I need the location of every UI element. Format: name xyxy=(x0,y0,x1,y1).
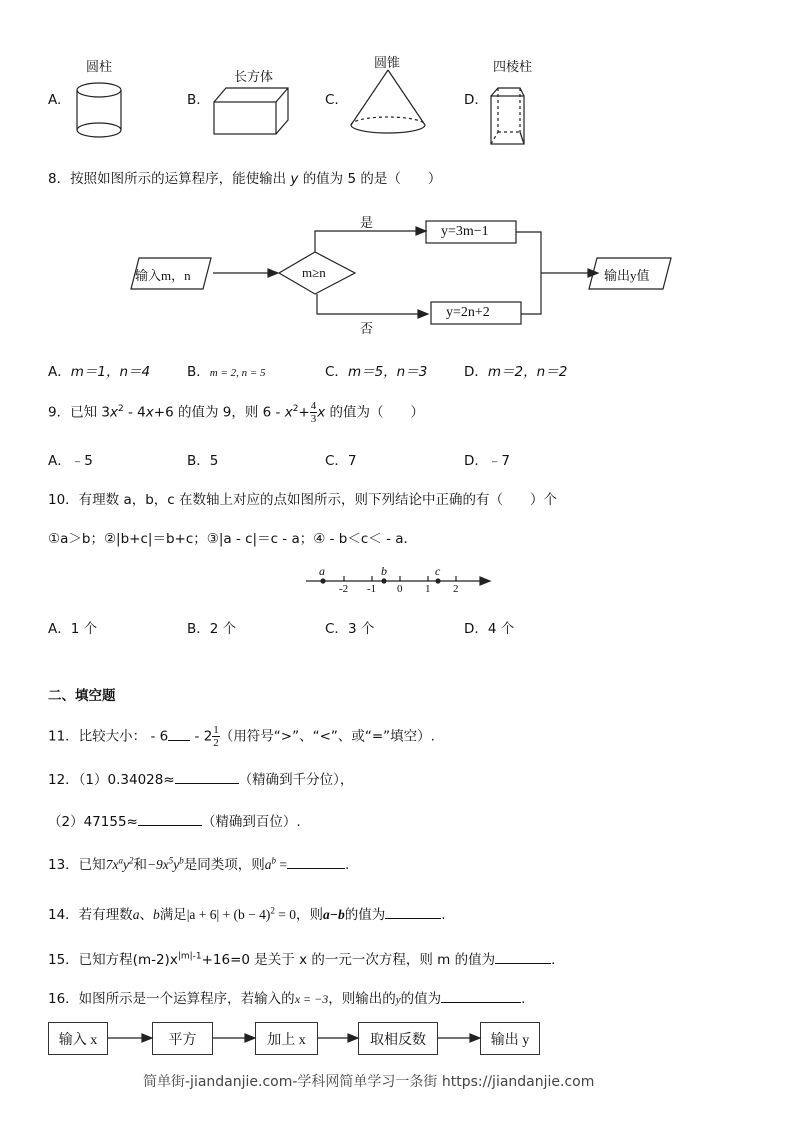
t: x xyxy=(317,404,326,421)
k: B． xyxy=(187,621,210,637)
t: 2 xyxy=(117,404,124,414)
answer-blank[interactable] xyxy=(495,949,551,964)
option-value: m＝1，n＝4 xyxy=(70,364,151,380)
q8-stem xyxy=(48,167,441,187)
option-value: m = 2, n = 5 xyxy=(209,367,266,379)
answer-blank[interactable] xyxy=(175,769,239,784)
t: x xyxy=(145,404,154,421)
flow-step-input: 输入 x xyxy=(48,1022,108,1055)
q8-text: 8．按照如图所示的运算程序，能使输出 xyxy=(48,171,287,187)
flowchart-q8 xyxy=(131,221,671,324)
t: 2 xyxy=(128,855,134,866)
t: 的值为（ ） xyxy=(325,404,425,421)
q16 xyxy=(48,987,525,1007)
t: 的值为 xyxy=(400,991,442,1007)
t: x xyxy=(284,404,293,421)
q13 xyxy=(48,853,349,873)
t: 15．已知方程(m-2)x xyxy=(48,952,178,968)
answer-blank[interactable] xyxy=(168,726,190,741)
q12-part1 xyxy=(48,768,353,788)
k: D． xyxy=(464,453,488,469)
flow-step-square: 平方 xyxy=(152,1022,213,1055)
t: 2 xyxy=(270,905,275,916)
t: x = −3 xyxy=(294,992,329,1006)
t: 12．（1）0.34028≈ xyxy=(48,772,175,788)
option-key: B． xyxy=(187,364,210,380)
den: 2 xyxy=(213,737,219,749)
t: （2）47155≈ xyxy=(48,814,138,830)
answer-blank[interactable] xyxy=(287,854,345,869)
t: −9x xyxy=(146,857,169,872)
term1 xyxy=(106,857,134,872)
t: 是同类项，则 xyxy=(183,857,265,873)
t: b xyxy=(179,855,184,866)
t: ，则 xyxy=(296,907,324,923)
flow-no-label: 否 xyxy=(360,322,374,337)
k: D． xyxy=(464,621,488,637)
q7-option-a[interactable]: A. xyxy=(48,92,62,108)
q10-option-a[interactable] xyxy=(48,617,97,637)
point-label-b: b xyxy=(381,564,387,578)
answer-blank[interactable] xyxy=(385,904,441,919)
flow-output: 输出y值 xyxy=(604,268,650,283)
t: a xyxy=(132,907,140,922)
cone-figure xyxy=(351,70,425,133)
flow-condition: m≥n xyxy=(302,265,326,280)
num: 4 xyxy=(310,400,317,412)
t: y xyxy=(395,994,401,1006)
point-label-c: c xyxy=(435,564,441,578)
q7-shape-label-d: 四棱柱 xyxy=(493,60,533,75)
q9-option-a[interactable] xyxy=(48,449,93,469)
t: b xyxy=(271,855,277,866)
t: + xyxy=(298,404,310,421)
prism-figure xyxy=(491,88,524,144)
t: . xyxy=(551,952,556,968)
flow-no-box: y=2n+2 xyxy=(446,305,490,320)
k: C． xyxy=(325,621,348,637)
q9-stem xyxy=(48,400,424,425)
t: 11．比较大小： - 6 xyxy=(48,728,169,745)
t: （精确到千分位）， xyxy=(238,772,354,788)
flow-yes-label: 是 xyxy=(360,216,374,231)
k: A． xyxy=(48,621,71,637)
t: = 0 xyxy=(274,907,297,922)
t: . xyxy=(441,907,446,923)
q10-statements: ①a＞b；②|b+c|＝b+c；③|a - c|＝c - a；④ - b＜c＜ - a． xyxy=(48,531,418,547)
q8-text-end: 的值为 5 的是（ ） xyxy=(302,171,442,187)
q10-stem: 10．有理数 a，b，c 在数轴上对应的点如图所示，则下列结论中正确的有（ ）个 xyxy=(48,492,558,508)
tick-label: 0 xyxy=(397,583,403,595)
point-label-a: a xyxy=(319,564,325,578)
answer-blank[interactable] xyxy=(441,988,521,1003)
q15 xyxy=(48,948,555,968)
q7-option-d[interactable]: D. xyxy=(464,92,479,108)
q11 xyxy=(48,724,435,749)
k: C． xyxy=(325,453,348,469)
t: |m|-1 xyxy=(177,951,202,962)
tick-label: 1 xyxy=(425,583,431,595)
footer-watermark: 简单街-jiandanjie.com-学科网简单学习一条街 https://jiandanjie.com xyxy=(143,1074,595,1090)
q10-option-b[interactable] xyxy=(187,617,236,637)
q7-shape-label-b: 长方体 xyxy=(234,70,274,85)
t: 14．若有理数 xyxy=(48,907,133,923)
t: （精确到百位）. xyxy=(201,814,301,830)
option-key: D． xyxy=(464,364,488,380)
flow-yes-box: y=3m−1 xyxy=(441,224,489,239)
flow-step-output: 输出 y xyxy=(480,1022,540,1055)
t: a xyxy=(264,857,272,872)
v: 4 个 xyxy=(487,621,515,637)
q8-option-a[interactable] xyxy=(48,360,150,380)
tick-label: 2 xyxy=(453,583,459,595)
v: 2 个 xyxy=(209,621,237,637)
q14 xyxy=(48,903,446,923)
q7-shape-label-a: 圆柱 xyxy=(86,60,113,75)
cylinder-figure xyxy=(77,83,121,137)
v: 5 xyxy=(209,453,219,469)
option-value: m＝2，n＝2 xyxy=(487,364,568,380)
cuboid-figure xyxy=(214,88,288,134)
t: ，则输出的 xyxy=(328,991,396,1007)
t: a−b xyxy=(323,907,345,922)
section-title: 二、填空题 xyxy=(48,688,116,704)
v: ﹣7 xyxy=(487,453,510,469)
t: y xyxy=(122,857,129,872)
t: 满足 xyxy=(159,907,187,923)
t: y xyxy=(173,857,180,872)
t: 13．已知 xyxy=(48,857,106,873)
q10-option-d[interactable] xyxy=(464,617,514,637)
q9-option-c[interactable] xyxy=(325,449,357,469)
flow-step-add: 加上 x xyxy=(255,1022,318,1055)
t: 2 xyxy=(292,404,299,414)
t: b xyxy=(152,907,160,922)
t: （用符号“>”、“<”、或“=”填空）. xyxy=(219,728,435,745)
t: 和 xyxy=(133,857,147,873)
v: ﹣5 xyxy=(70,453,93,469)
t: x xyxy=(109,404,118,421)
q12-part2 xyxy=(48,810,301,830)
t: |a + 6| + (b − 4) xyxy=(186,907,271,922)
fraction xyxy=(212,724,220,749)
t: - 2 xyxy=(190,728,213,745)
t: 的值为 xyxy=(344,907,386,923)
term2 xyxy=(147,857,184,872)
v: 3 个 xyxy=(347,621,375,637)
k: B． xyxy=(187,453,210,469)
option-key: C． xyxy=(325,364,348,380)
t: . xyxy=(345,857,350,873)
t: a xyxy=(118,855,123,866)
q8-var: y xyxy=(290,171,299,187)
q7-option-c[interactable]: C. xyxy=(325,92,339,108)
num: 1 xyxy=(213,724,219,736)
answer-blank[interactable] xyxy=(138,811,202,826)
t: +6 的值为 9，则 6 - xyxy=(153,404,285,421)
q8-option-d[interactable] xyxy=(464,360,567,380)
tick-label: -2 xyxy=(339,583,349,595)
v: 7 xyxy=(347,453,357,469)
q9-option-b[interactable] xyxy=(187,449,218,469)
q9-option-d[interactable] xyxy=(464,449,510,469)
t: - 4 xyxy=(123,404,146,421)
q7-option-b[interactable]: B. xyxy=(187,92,201,108)
k: A． xyxy=(48,453,71,469)
t: 7x xyxy=(105,857,119,872)
option-value: m＝5，n＝3 xyxy=(347,364,428,380)
den: 3 xyxy=(310,413,317,425)
q7-shape-label-c: 圆锥 xyxy=(374,56,401,71)
q10-option-c[interactable] xyxy=(325,617,374,637)
flow-input: 输入m，n xyxy=(135,268,191,283)
q8-option-b[interactable] xyxy=(187,360,266,380)
option-key: A． xyxy=(48,364,71,380)
t: . xyxy=(521,991,526,1007)
q8-option-c[interactable] xyxy=(325,360,427,380)
tick-label: -1 xyxy=(367,583,377,595)
t: 、 xyxy=(139,907,153,923)
t: 16．如图所示是一个运算程序，若输入的 xyxy=(48,991,295,1007)
v: 1 个 xyxy=(70,621,98,637)
t: 5 xyxy=(168,855,174,866)
t: = xyxy=(276,857,288,872)
t: +16=0 是关于 x 的一元一次方程，则 m 的值为 xyxy=(201,952,496,968)
t: 9．已知 3 xyxy=(48,404,110,421)
flow-step-negate: 取相反数 xyxy=(358,1022,438,1055)
